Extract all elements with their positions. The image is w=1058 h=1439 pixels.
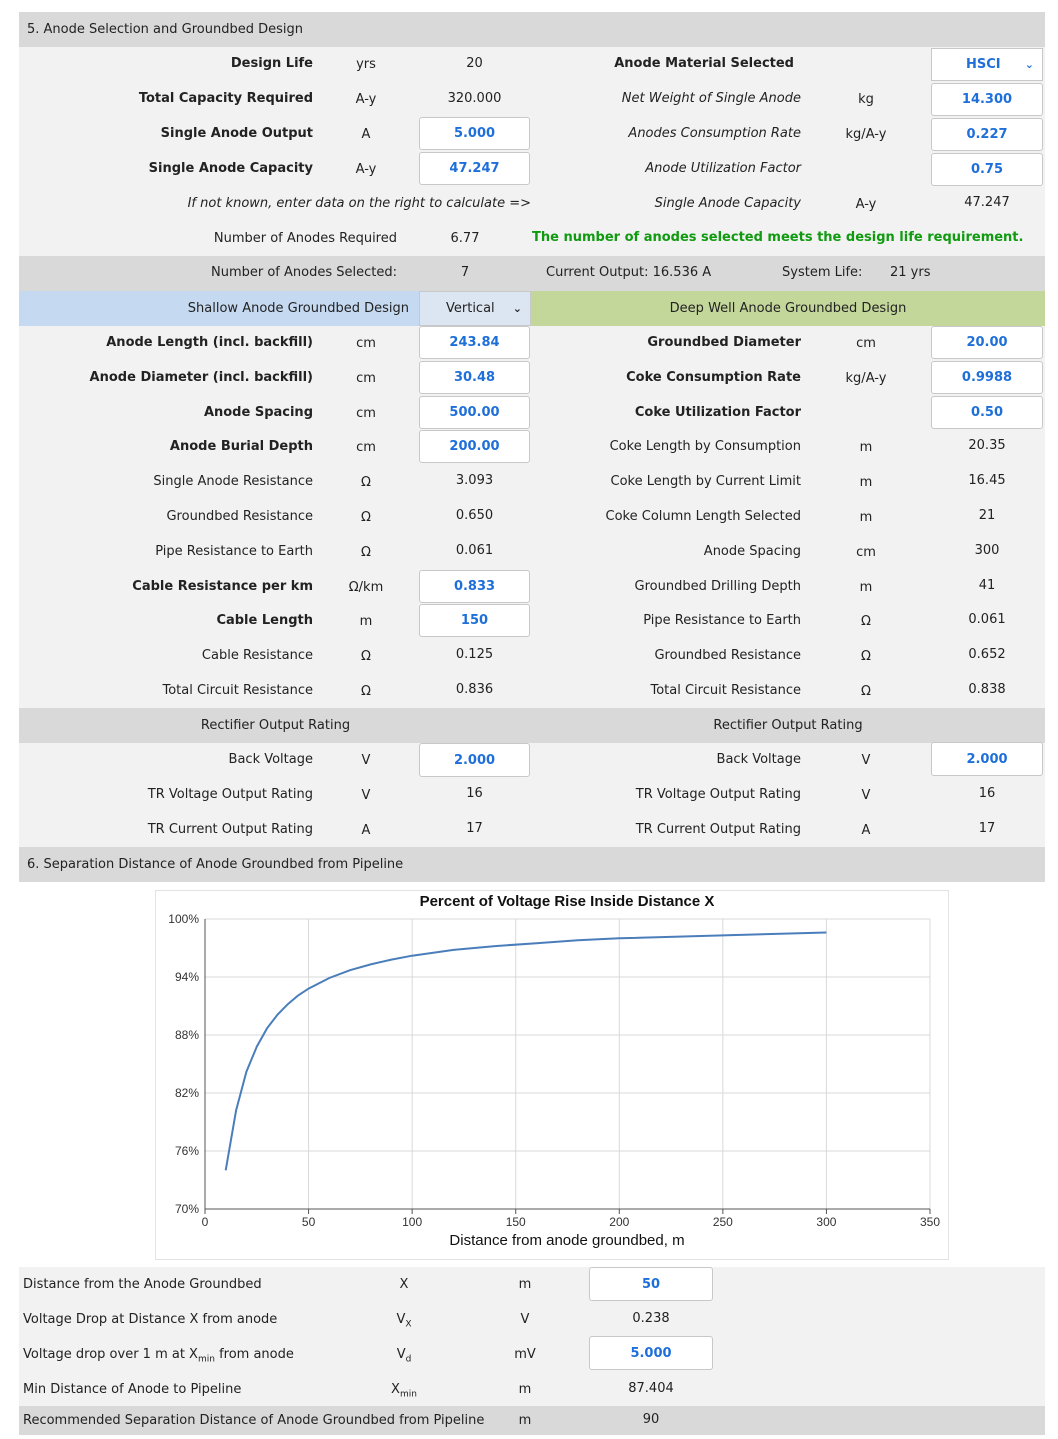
design-life-message: The number of anodes selected meets the design life requirement. [532,230,1024,245]
single-anode-output-input[interactable]: 5.000 [419,117,530,150]
shallow-row-unit: Ω [361,684,371,699]
voltage-drop-unit: V [520,1312,530,1327]
net-weight-input[interactable]: 14.300 [931,83,1043,116]
vd-label-post: from anode [214,1347,294,1362]
deep-row-unit: kg/A-y [845,370,887,386]
shallow-row-label: Anode Spacing [203,404,313,420]
section5-header [19,12,1045,47]
shallow-rect-value: 17 [466,821,483,836]
single-anode-capacity-unit: A-y [355,162,377,177]
anodes-selected-label: Number of Anodes Selected: [211,265,397,280]
distance-unit: m [518,1277,532,1292]
y-tick-label: 94% [174,970,199,984]
shallow-row-unit: Ω/km [348,579,384,595]
deep-row-label: Coke Consumption Rate [626,369,801,385]
vd-symbol-sub: d [405,1354,412,1365]
net-weight-label: Net Weight of Single Anode [621,91,801,106]
shallow-row-value: 0.061 [455,542,494,558]
utilization-factor-input[interactable]: 0.75 [931,153,1043,186]
shallow-rect-label: TR Current Output Rating [147,822,313,837]
shallow-row-input[interactable]: 0.833 [419,570,530,603]
shallow-row-unit: Ω [361,510,371,525]
shallow-row-input[interactable]: 500.00 [419,396,530,429]
shallow-row-value: 0.836 [455,682,494,697]
utilization-factor-label: Anode Utilization Factor [645,161,801,176]
shallow-row-unit: cm [356,370,376,386]
voltage-drop-1m-label [23,1347,294,1365]
chevron-down-icon: ⌄ [1024,58,1034,71]
orientation-select[interactable] [419,291,531,326]
chart-svg [156,891,950,1261]
shallow-rectifier-title: Rectifier Output Rating [200,718,351,733]
single-anode-capacity-label: Single Anode Capacity [148,161,313,176]
deep-row-label: Anode Spacing [703,543,801,559]
consumption-rate-label: Anodes Consumption Rate [628,126,801,141]
design-life-label: Design Life [230,56,313,71]
deep-design-title: Deep Well Anode Groundbed Design [669,301,907,316]
deep-row-unit: m [859,510,873,525]
shallow-design-title: Shallow Anode Groundbed Design [187,301,409,316]
deep-rect-label: TR Voltage Output Rating [635,787,801,802]
vd-unit: mV [514,1347,536,1362]
system-life-value: 21 yrs [890,265,931,280]
x-tick-label: 250 [712,1215,733,1229]
consumption-rate-unit: kg/A-y [845,127,887,142]
anode-material-label: Anode Material Selected [614,56,794,71]
calc-anode-capacity-value: 47.247 [964,195,1010,210]
deep-back-voltage-input[interactable]: 2.000 [931,742,1043,776]
calc-anode-capacity-label: Single Anode Capacity [654,196,801,211]
shallow-row-label: Anode Burial Depth [169,439,313,455]
recommended-label: Recommended Separation Distance of Anode Groundbed from Pipeline [23,1413,485,1428]
shallow-row-label: Anode Diameter (incl. backfill) [89,369,313,385]
anodes-required-value: 6.77 [450,231,480,246]
deep-row-value: 0.652 [968,647,1006,663]
anodes-selected-value: 7 [460,265,470,280]
section5-title: 5. Anode Selection and Groundbed Design [27,22,303,37]
shallow-rect-unit: V [361,753,371,768]
series-line [226,933,827,1171]
y-tick-label: 100% [168,912,199,926]
shallow-row-label: Total Circuit Resistance [162,683,313,698]
x-axis-label: Distance from anode groundbed, m [449,1232,685,1249]
x-tick-label: 300 [816,1215,837,1229]
design-life-unit: yrs [356,57,376,72]
deep-row-unit: Ω [861,649,871,665]
shallow-row-value: 3.093 [455,473,494,489]
consumption-rate-input[interactable]: 0.227 [931,118,1043,151]
single-anode-output-label: Single Anode Output [160,126,313,141]
single-anode-capacity-input[interactable]: 47.247 [419,152,530,185]
deep-row-label: Groundbed Diameter [647,335,801,350]
shallow-row-value: 0.125 [455,647,494,663]
deep-row-label: Groundbed Drilling Depth [634,578,801,594]
anodes-required-label: Number of Anodes Required [213,231,397,246]
vx-subscript: X [405,1319,412,1330]
shallow-design-header [19,291,419,326]
shallow-row-input[interactable]: 200.00 [419,430,530,463]
distance-symbol: X [399,1277,409,1292]
recommended-value: 90 [642,1412,660,1427]
anode-material-value: HSCI [966,57,1001,72]
xmin-symbol [384,1382,424,1400]
y-tick-label: 82% [174,1086,199,1100]
shallow-rect-unit: V [361,788,371,803]
total-capacity-label: Total Capacity Required [138,91,313,106]
x-tick-label: 100 [402,1215,423,1229]
deep-row-value: 16.45 [968,473,1006,489]
deep-row-input[interactable]: 20.00 [931,326,1043,359]
deep-row-label: Pipe Resistance to Earth [643,613,801,629]
deep-rect-label: TR Current Output Rating [635,822,801,837]
x-tick-label: 200 [609,1215,630,1229]
deep-row-label: Coke Length by Consumption [609,439,801,455]
deep-rectifier-title: Rectifier Output Rating [713,718,863,733]
chart-title: Percent of Voltage Rise Inside Distance X [419,893,715,910]
section6-header [19,847,1045,882]
system-life-label: System Life: [782,265,863,280]
shallow-row-unit: m [359,614,373,630]
deep-row-value: 41 [978,577,996,593]
deep-row-unit: Ω [861,684,871,699]
deep-row-unit: m [859,475,873,491]
single-anode-output-unit: A [361,127,371,142]
xmin-symbol-text: X [391,1382,400,1397]
shallow-row-label: Anode Length (incl. backfill) [106,335,313,350]
shallow-row-label: Cable Resistance [201,648,313,664]
shallow-row-unit: Ω [361,649,371,665]
shallow-row-label: Cable Length [216,613,313,629]
anode-selection-panel [19,47,1045,257]
deep-row-value: 300 [974,542,1000,558]
shallow-row-unit: cm [356,336,376,351]
shallow-back-voltage-input[interactable]: 2.000 [419,743,530,777]
voltage-drop-symbol [384,1312,424,1330]
shallow-row-input[interactable]: 243.84 [419,326,530,359]
shallow-row-label: Single Anode Resistance [153,474,313,490]
distance-label: Distance from the Anode Groundbed [23,1277,262,1292]
voltage-drop-value: 0.238 [632,1311,670,1326]
shallow-row-unit: Ω [361,544,371,560]
shallow-rect-unit: A [361,823,371,838]
deep-rect-label: Back Voltage [716,752,801,767]
vd-input[interactable]: 5.000 [589,1336,713,1370]
deep-row-input[interactable]: 0.9988 [931,361,1043,394]
deep-rect-unit: V [861,788,871,803]
deep-row-value: 21 [978,508,996,523]
shallow-row-input[interactable]: 30.48 [419,361,530,394]
shallow-row-unit: cm [356,440,376,456]
deep-rect-value: 16 [978,786,996,801]
deep-row-unit: m [859,579,873,595]
shallow-rect-value: 16 [466,786,483,801]
shallow-rect-label: TR Voltage Output Rating [147,787,313,802]
chevron-down-icon: ⌄ [512,302,522,315]
xmin-symbol-sub: min [399,1389,417,1400]
hint-text: If not known, enter data on the right to calculate => [187,196,531,211]
deep-row-unit: m [859,440,873,456]
vd-symbol-text: V [396,1347,406,1362]
shallow-row-unit: cm [356,405,376,421]
x-tick-label: 0 [201,1215,209,1229]
anode-material-select[interactable] [931,48,1043,81]
current-output-text: Current Output: 16.536 A [546,265,712,280]
deep-row-value: 20.35 [968,438,1006,454]
section6-title: 6. Separation Distance of Anode Groundbed from Pipeline [27,857,404,872]
vd-label-sub: min [197,1354,215,1365]
recommended-unit: m [518,1413,532,1428]
calc-anode-capacity-unit: A-y [855,197,877,212]
deep-row-label: Coke Column Length Selected [605,509,801,524]
deep-row-unit: cm [856,336,876,351]
orientation-value: Vertical [446,301,495,316]
vd-symbol [384,1347,424,1365]
deep-row-label: Coke Utilization Factor [634,404,801,420]
y-tick-label: 76% [174,1144,199,1158]
deep-row-value: 0.838 [968,682,1006,697]
deep-row-unit: cm [856,544,876,560]
vx-symbol: V [396,1312,406,1327]
min-distance-label: Min Distance of Anode to Pipeline [23,1382,242,1397]
deep-design-header [531,291,1045,326]
deep-row-unit: Ω [861,614,871,630]
x-tick-label: 50 [301,1215,316,1229]
shallow-row-input[interactable]: 150 [419,604,530,637]
shallow-row-label: Cable Resistance per km [132,578,313,594]
deep-row-label: Coke Length by Current Limit [610,474,801,490]
voltage-rise-chart [155,890,949,1260]
total-capacity-value: 320.000 [447,91,502,106]
net-weight-unit: kg [858,92,874,107]
design-life-value: 20 [466,56,483,71]
voltage-drop-label: Voltage Drop at Distance X from anode [23,1312,278,1327]
y-tick-label: 70% [174,1202,199,1216]
deep-row-label: Groundbed Resistance [654,648,801,664]
rectifier-header [19,708,1045,743]
deep-row-value: 0.061 [968,612,1006,628]
min-distance-value: 87.404 [628,1381,674,1396]
x-tick-label: 150 [505,1215,526,1229]
deep-row-label: Total Circuit Resistance [650,683,801,698]
deep-row-input[interactable]: 0.50 [931,396,1043,429]
x-tick-label: 350 [919,1215,941,1229]
y-tick-label: 88% [174,1028,199,1042]
shallow-row-label: Pipe Resistance to Earth [155,543,313,559]
total-capacity-unit: A-y [355,92,377,107]
deep-rect-value: 17 [978,821,996,836]
min-distance-unit: m [518,1382,532,1397]
shallow-rect-label: Back Voltage [228,752,313,767]
vd-label-text: Voltage drop over 1 m at X [23,1347,198,1362]
shallow-row-unit: Ω [361,475,371,491]
distance-input[interactable]: 50 [589,1267,713,1301]
deep-rect-unit: V [861,753,871,768]
shallow-row-value: 0.650 [455,508,494,523]
deep-rect-unit: A [861,823,871,838]
shallow-row-label: Groundbed Resistance [166,509,313,524]
